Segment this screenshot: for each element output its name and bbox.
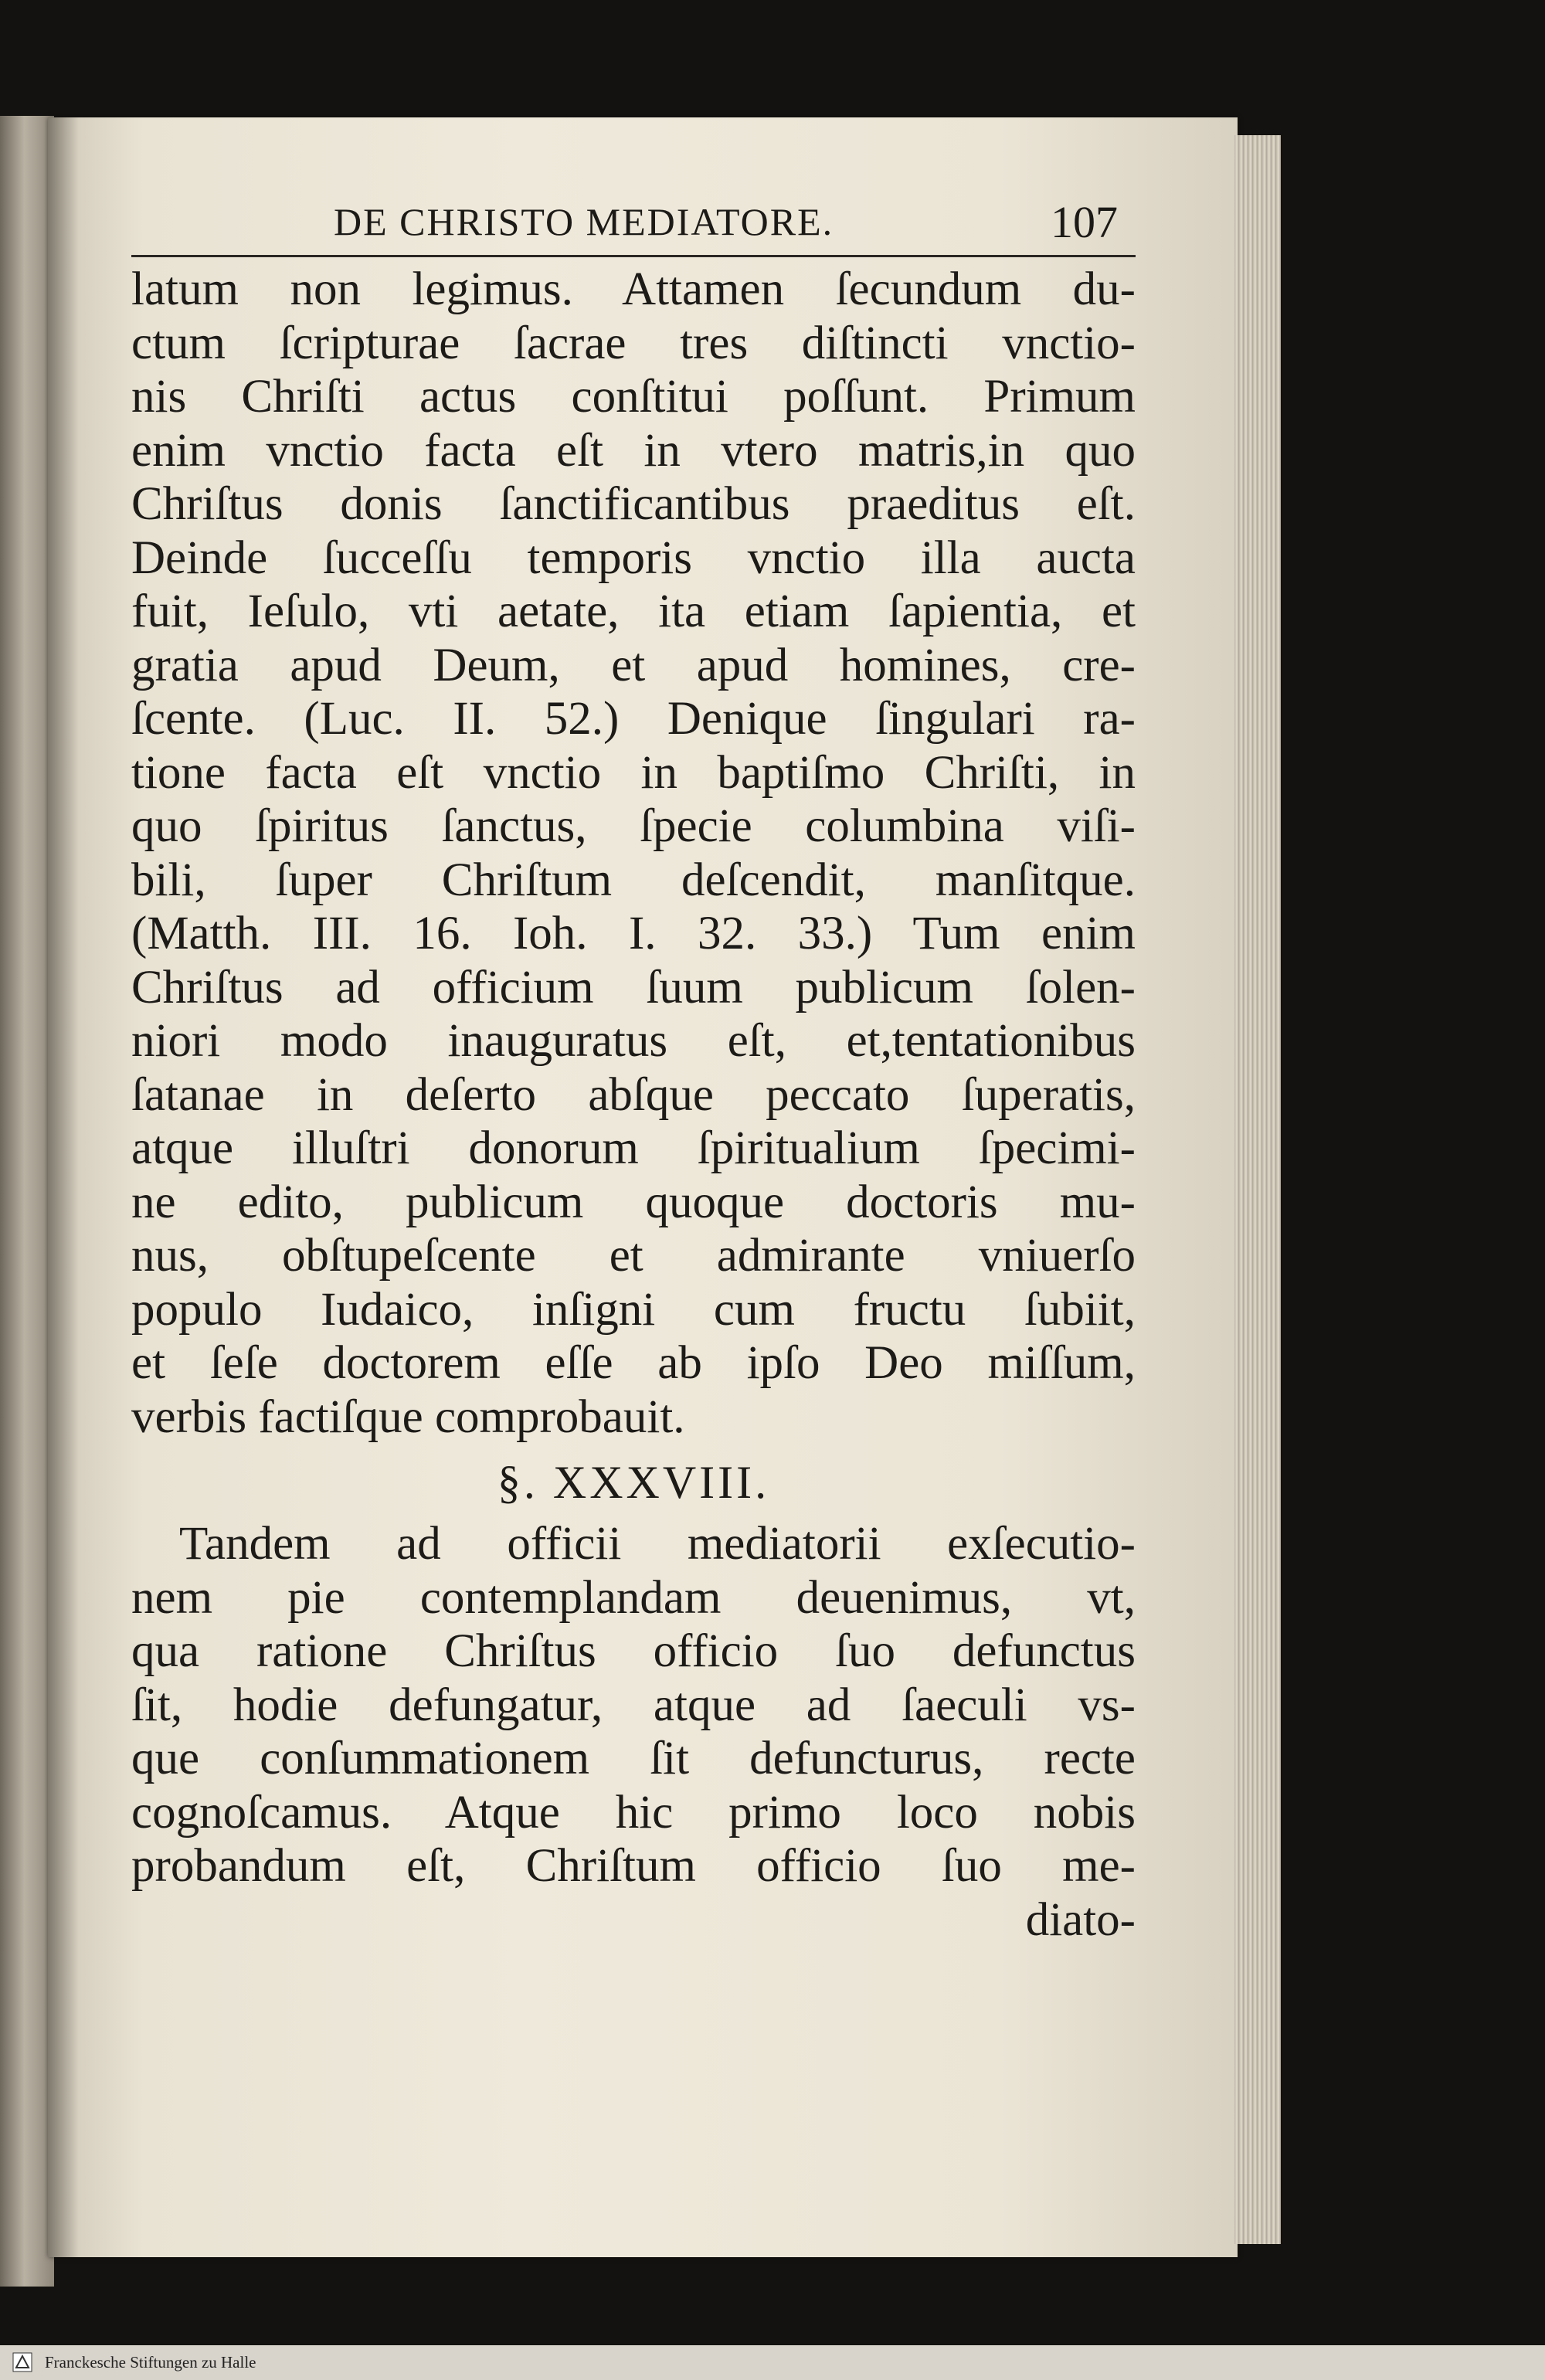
catchword: diato- — [1025, 1893, 1136, 1946]
text-line: Deinde ſucceſſu temporis vnctio illa aucta — [131, 531, 1136, 584]
text-line: que conſummationem ſit defuncturus, recte — [131, 1733, 1136, 1784]
text-line: ctum ſcripturae ſacrae tres diſtincti vnctio- — [131, 317, 1136, 369]
text-line: ne edito, publicum quoque doctoris mu- — [131, 1176, 1136, 1228]
text-line: ſit, hodie defungatur, atque ad ſaeculi vs- — [131, 1679, 1136, 1731]
text-line: tione facta eſt vnctio in baptiſmo Chriſti, in — [131, 746, 1136, 799]
text-line: ſcente. (Luc. II. 52.) Denique ſingulari ra- — [131, 693, 1136, 745]
text-line: et ſeſe doctorem eſſe ab ipſo Deo miſſum, — [131, 1337, 1136, 1389]
text-line: niori modo inauguratus eſt, et,tentationibus — [131, 1015, 1136, 1067]
body-text — [131, 263, 1136, 1947]
text-line: enim vnctio facta eſt in vtero matris,in quo — [131, 424, 1136, 477]
running-head: DE CHRISTO MEDIATORE. — [334, 200, 834, 243]
page-stack-edge — [1234, 135, 1281, 2244]
page-header — [131, 190, 1136, 252]
text-line: bili, ſuper Chriſtum deſcendit, manſitque. — [131, 854, 1136, 906]
text-line: atque illuſtri donorum ſpiritualium ſpecimi- — [131, 1122, 1136, 1174]
text-line: nis Chriſti actus conſtitui poſſunt. Primum — [131, 371, 1136, 423]
text-line: Chriſtus ad officium ſuum publicum ſolen- — [131, 961, 1136, 1013]
text-line: probandum eſt, Chriſtum officio ſuo me- — [131, 1840, 1136, 1892]
text-line: quo ſpiritus ſanctus, ſpecie columbina viſi- — [131, 800, 1136, 852]
facing-page-edge — [0, 116, 54, 2287]
text-line: verbis factiſque comprobauit. — [131, 1390, 685, 1443]
footer-credit: Franckesche Stiftungen zu Halle — [45, 2353, 256, 2372]
text-line: fuit, Ieſulo, vti aetate, ita etiam ſapientia, et — [131, 586, 1136, 637]
text-line: (Matth. III. 16. Ioh. I. 32. 33.) Tum enim — [131, 908, 1136, 959]
text-line: qua ratione Chriſtus officio ſuo defunctus — [131, 1625, 1136, 1677]
text-line: populo Iudaico, inſigni cum fructu ſubiit, — [131, 1283, 1136, 1336]
section-heading: §. XXXVIII. — [497, 1457, 770, 1508]
text-line: ſatanae in deſerto abſque peccato ſuperatis, — [131, 1068, 1136, 1121]
text-line: cognoſcamus. Atque hic primo loco nobis — [131, 1786, 1136, 1838]
text-line: nus, obſtupeſcente et admirante vniuerſo — [131, 1230, 1136, 1282]
header-rule — [131, 255, 1136, 257]
text-line: Tandem ad officii mediatorii exſecutio- — [179, 1518, 1136, 1570]
institution-logo-icon — [12, 2352, 32, 2372]
page-gutter-shadow — [48, 117, 79, 2257]
page-number: 107 — [1051, 197, 1118, 247]
text-line: gratia apud Deum, et apud homines, cre- — [131, 639, 1136, 691]
text-line: nem pie contemplandam deuenimus, vt, — [131, 1571, 1136, 1624]
footer-bar — [0, 2345, 1545, 2380]
text-line: latum non legimus. Attamen ſecundum du- — [131, 263, 1136, 315]
text-line: Chriſtus donis ſanctificantibus praeditus eſt. — [131, 478, 1136, 530]
